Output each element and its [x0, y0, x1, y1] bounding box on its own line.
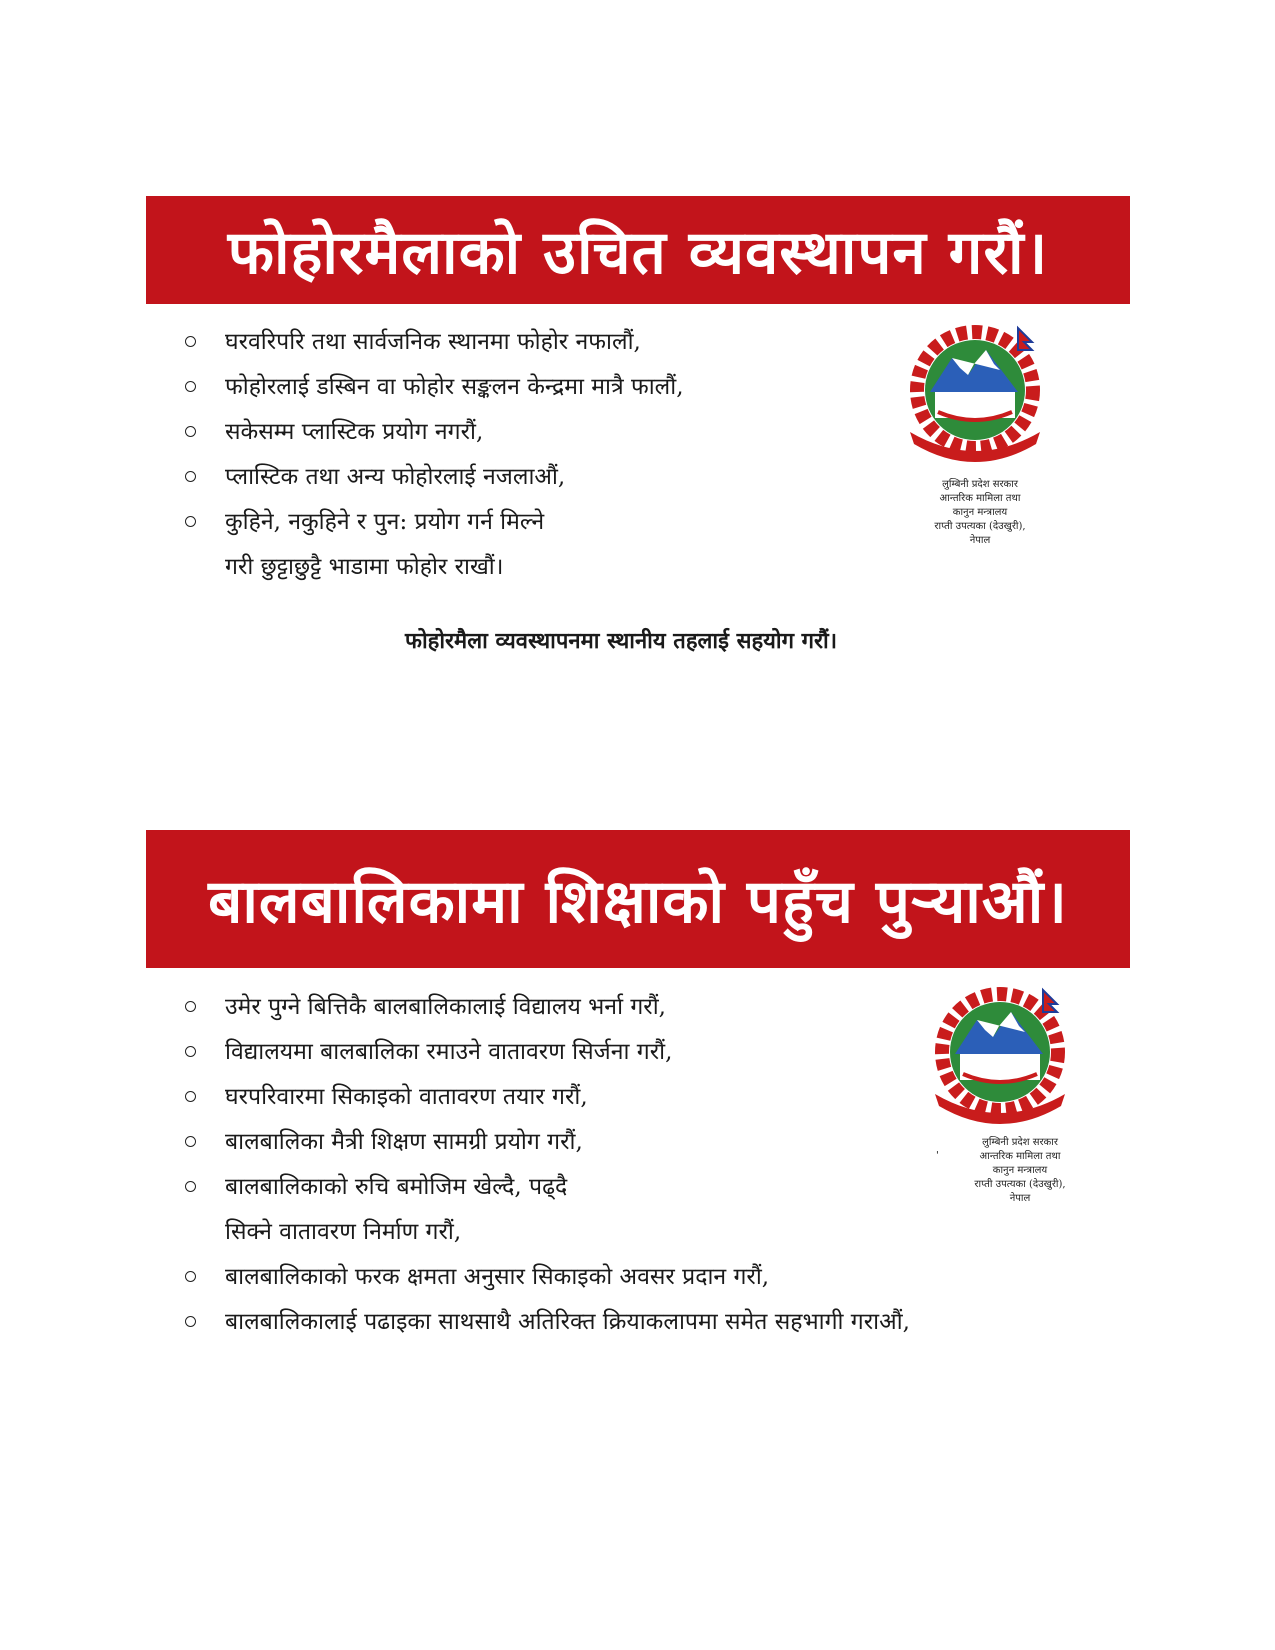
circle-bullet-icon: [185, 1316, 196, 1327]
list-item: कुहिने, नकुहिने र पुन: प्रयोग गर्न मिल्ने गरी छुट्टाछुट्टै भाडामा फोहोर राखौं।: [185, 500, 684, 590]
list-item: घरवरिपरि तथा सार्वजनिक स्थानमा फोहोर नफालौं,: [185, 320, 684, 365]
circle-bullet-icon: [185, 1046, 196, 1057]
list-item: फोहोरलाई डस्बिन वा फोहोर सङ्कलन केन्द्रमा मात्रै फालौं,: [185, 365, 684, 410]
list-item: उमेर पुग्ने बित्तिकै बालबालिकालाई विद्यालय भर्ना गरौं,: [185, 985, 910, 1030]
circle-bullet-icon: [185, 516, 196, 527]
nepal-emblem-icon: [915, 982, 1085, 1132]
list-item: बालबालिकाको रुचि बमोजिम खेल्दै, पढ्दै सिक्ने वातावरण निर्माण गरौं,: [185, 1165, 910, 1255]
circle-bullet-icon: [185, 336, 196, 347]
stray-mark: ': [936, 1150, 939, 1161]
section2-list: [185, 985, 910, 1345]
section1-title: फोहोरमैलाको उचित व्यवस्थापन गरौं।: [227, 218, 1049, 288]
section1-list: [185, 320, 684, 590]
list-item: घरपरिवारमा सिकाइको वातावरण तयार गरौं,: [185, 1075, 910, 1120]
section1-banner: [146, 196, 1130, 304]
circle-bullet-icon: [185, 1091, 196, 1102]
circle-bullet-icon: [185, 381, 196, 392]
section2-emblem-caption: लुम्बिनी प्रदेश सरकार आन्तरिक मामिला तथा कानुन मन्त्रालय राप्ती उपत्यका (देउखुरी), नेपाल: [974, 1137, 1066, 1204]
circle-bullet-icon: [185, 1136, 196, 1147]
list-item: विद्यालयमा बालबालिका रमाउने वातावरण सिर्जना गरौं,: [185, 1030, 910, 1075]
circle-bullet-icon: [185, 1181, 196, 1192]
section2-title: बालबालिकामा शिक्षाको पहुँच पुऱ्याऔं।: [208, 867, 1068, 937]
list-item: सकेसम्म प्लास्टिक प्रयोग नगरौं,: [185, 410, 684, 455]
circle-bullet-icon: [185, 471, 196, 482]
list-item: बालबालिकालाई पढाइका साथसाथै अतिरिक्त क्रियाकलापमा समेत सहभागी गराऔं,: [185, 1300, 910, 1345]
circle-bullet-icon: [185, 1271, 196, 1282]
nepal-emblem-icon: [890, 320, 1060, 470]
list-item: बालबालिका मैत्री शिक्षण सामग्री प्रयोग गरौं,: [185, 1120, 910, 1165]
list-item: बालबालिकाको फरक क्षमता अनुसार सिकाइको अवसर प्रदान गरौं,: [185, 1255, 910, 1300]
section1-slogan: फोहोरमैला व्यवस्थापनमा स्थानीय तहलाई सहयोग गरौं।: [405, 629, 838, 654]
circle-bullet-icon: [185, 426, 196, 437]
section2-banner: [146, 830, 1130, 968]
list-item: प्लास्टिक तथा अन्य फोहोरलाई नजलाऔं,: [185, 455, 684, 500]
section1-emblem-caption: लुम्बिनी प्रदेश सरकार आन्तरिक मामिला तथा कानुन मन्त्रालय राप्ती उपत्यका (देउखुरी), नेपाल: [934, 479, 1026, 546]
circle-bullet-icon: [185, 1001, 196, 1012]
